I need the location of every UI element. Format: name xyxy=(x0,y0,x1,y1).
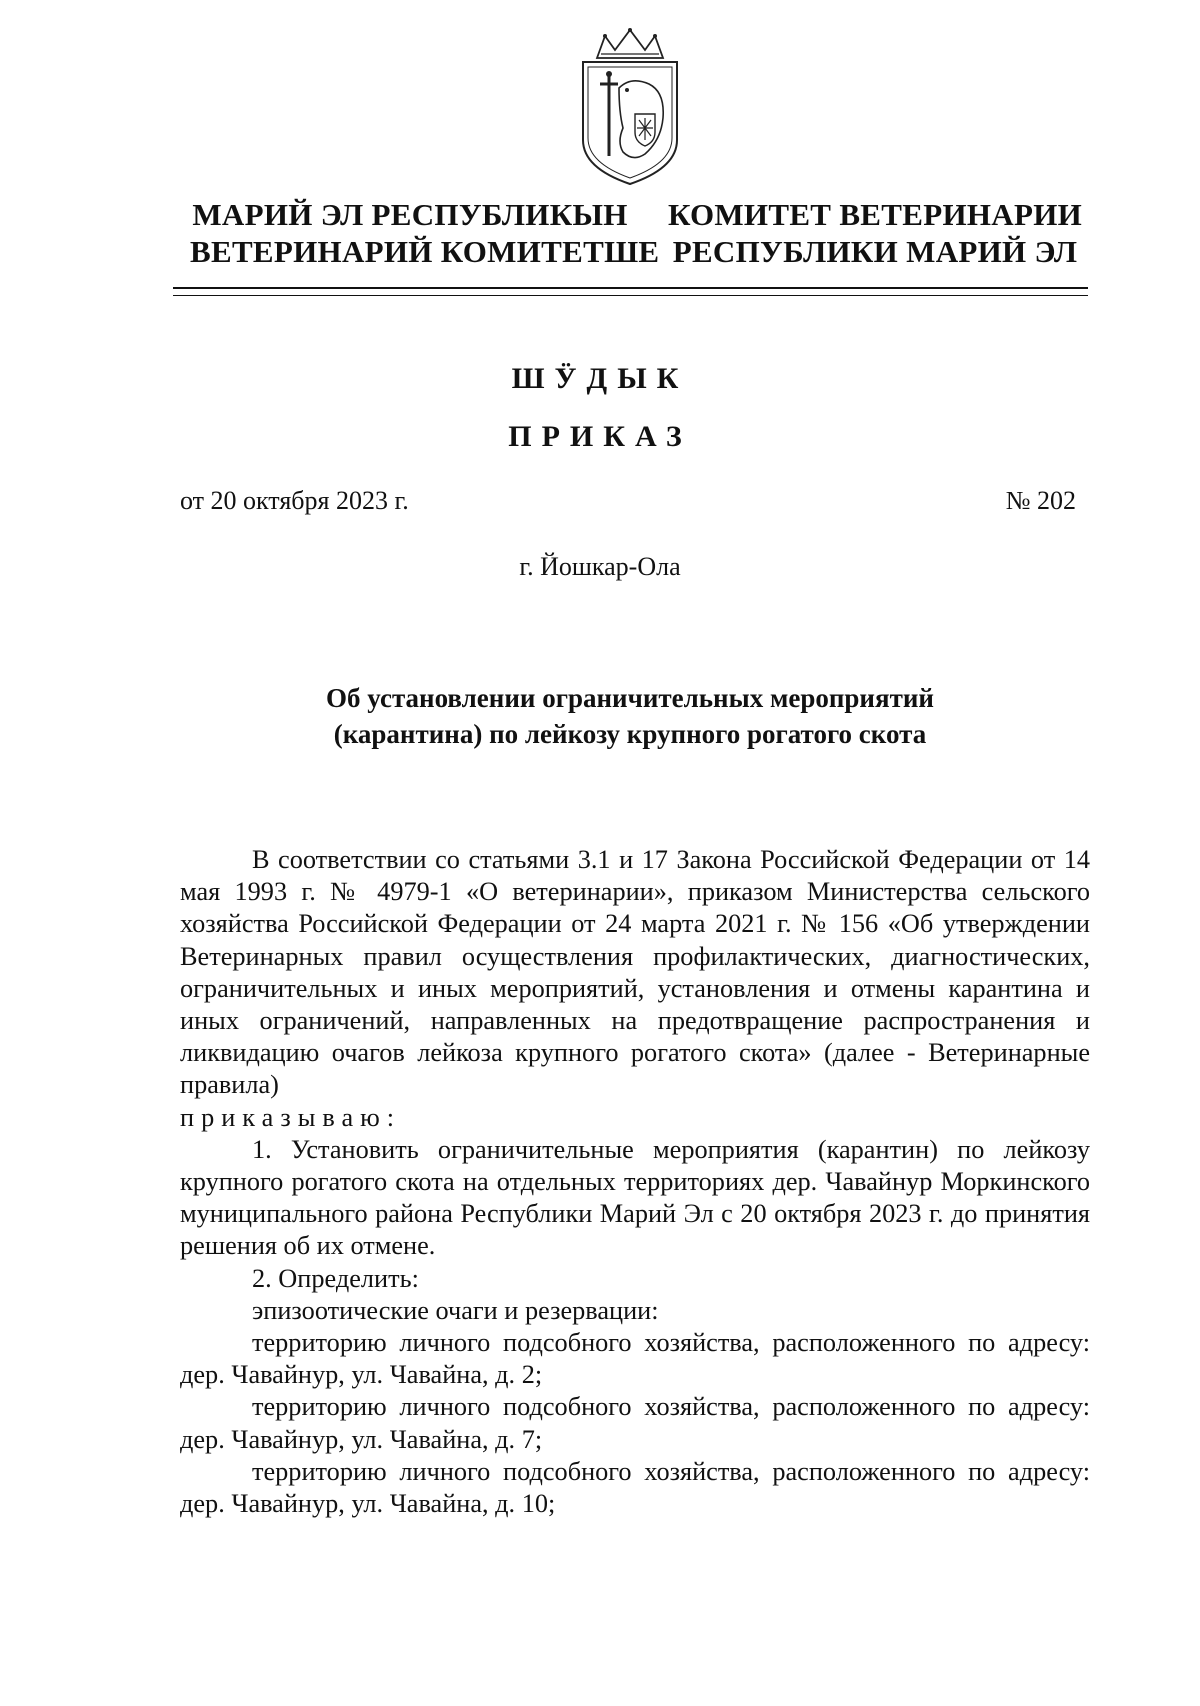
item-2-paragraph: 2. Определить: xyxy=(252,1263,419,1293)
address-item: территорию личного подсобного хозяйства, расположенного по адресу: дер. Чавайнур, ул. Чавайна, д. 2; xyxy=(180,1328,1090,1390)
title-mari: ШӰДЫК xyxy=(511,362,689,395)
address-item: территорию личного подсобного хозяйства, расположенного по адресу: дер. Чавайнур, ул. Чавайна, д. 7; xyxy=(180,1392,1090,1454)
title-russian: ПРИКАЗ xyxy=(508,420,692,453)
foci-heading: эпизоотические очаги и резервации: xyxy=(252,1295,659,1325)
coat-of-arms-emblem xyxy=(575,28,685,188)
item-1-paragraph: 1. Установить ограничительные мероприятия (карантин) по лейкозу крупного рогатого скота на отдельных территориях дер. Чавайнур Моркинского муниципального района Республики Марий Эл с 20 октября 2023 г. до принятия решения об их отмене. xyxy=(180,1134,1090,1261)
order-body xyxy=(180,844,1090,1520)
header-right-line1: КОМИТЕТ ВЕТЕРИНАРИИ xyxy=(667,197,1083,232)
order-date: от 20 октября 2023 г. xyxy=(180,486,409,515)
order-word: приказываю: xyxy=(180,1102,402,1132)
order-number: № 202 xyxy=(1005,486,1076,515)
header-divider-thick xyxy=(173,287,1088,289)
header-right xyxy=(660,196,1090,270)
order-city: г. Йошкар-Ола xyxy=(519,552,681,581)
header-right-line2: РЕСПУБЛИКИ МАРИЙ ЭЛ xyxy=(672,234,1078,269)
header-left-line1: МАРИЙ ЭЛ РЕСПУБЛИКЫН xyxy=(192,197,628,232)
subject-line1: Об установлении ограничительных мероприятий xyxy=(326,683,934,713)
order-subject xyxy=(200,680,1060,752)
preamble-paragraph: В соответствии со статьями 3.1 и 17 Закона Российской Федерации от 14 мая 1993 г. № 4979-1 «О ветеринарии», приказом Министерства сельского хозяйства Российской Федерации от 24 марта 2021 г. № 156 «Об утверждении Ветеринарных правил осуществления профилактических, диагностических, ограничительных и иных мероприятий, установления и отмены карантина и иных ограничений, направленных на предотвращение распространения и ликвидацию очагов лейкоза крупного рогатого скота» (далее - Ветеринарные правила) xyxy=(180,845,1090,1100)
header-divider-thin xyxy=(173,295,1088,296)
address-item: территорию личного подсобного хозяйства, расположенного по адресу: дер. Чавайнур, ул. Чавайна, д. 10; xyxy=(180,1456,1090,1519)
subject-line2: (карантина) по лейкозу крупного рогатого скота xyxy=(333,719,927,749)
header-left xyxy=(190,196,660,270)
header-left-line2: ВЕТЕРИНАРИЙ КОМИТЕТШЕ xyxy=(190,234,660,269)
